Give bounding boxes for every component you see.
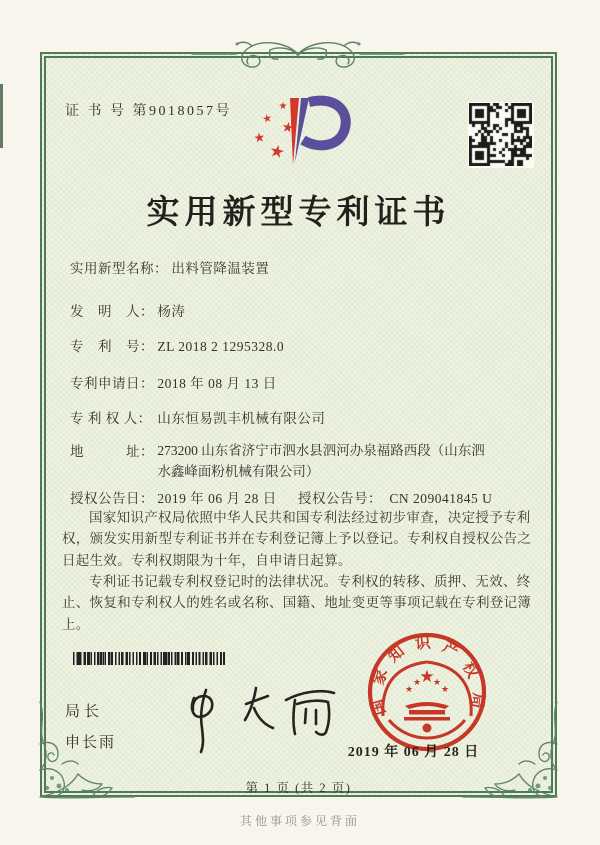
certificate-frame (40, 52, 557, 797)
scan-edge-artifact (0, 84, 3, 148)
field-label: 地 址： (70, 444, 154, 459)
certificate-title: 实用新型专利证书 (146, 195, 451, 231)
seal-char: 家 (370, 667, 391, 687)
barcode-icon (73, 652, 225, 665)
field-patent-number (70, 335, 284, 355)
field-label: 专 利 权 人： (70, 411, 152, 426)
director-name: 申长雨 (65, 734, 117, 751)
cnipa-patent-logo-icon (245, 72, 360, 187)
field-label: 专 利 号： (70, 339, 154, 354)
field-value: 出料管降温装置 (171, 261, 270, 276)
seal-date: 2019 年 06 月 28 日 (347, 745, 480, 760)
certificate-number: 证 书 号 第9018057号 (65, 104, 232, 119)
field-grant-number (298, 487, 492, 507)
border-top-ornament-icon (190, 38, 406, 72)
field-address (70, 440, 485, 482)
seal-char: 国 (368, 697, 390, 718)
field-value: 杨涛 (157, 304, 186, 319)
certificate-body (62, 507, 538, 635)
field-value: 山东恒易凯丰机械有限公司 (157, 411, 326, 426)
field-label: 授权公告号： (298, 491, 382, 506)
field-grant-row (70, 487, 546, 507)
director-signature (158, 668, 353, 763)
page-number: 第 1 页 (共 2 页) (245, 781, 352, 795)
star-icon: ★ (280, 119, 296, 138)
seal-char: 产 (439, 638, 462, 661)
official-seal (355, 620, 500, 765)
field-utility-model-name (70, 257, 269, 277)
field-filing-date (70, 372, 277, 392)
star-icon: ★ (412, 678, 422, 688)
star-icon: ★ (267, 140, 287, 164)
logo-stars (253, 101, 296, 163)
logo-p-bowl (303, 101, 346, 146)
seal-char: 知 (385, 642, 408, 666)
field-patentee (70, 407, 325, 427)
star-icon: ★ (432, 678, 442, 688)
address-line-2: 水鑫峰面粉机械有限公司） (157, 464, 320, 479)
field-label: 授权公告日： (70, 491, 154, 506)
field-value (157, 440, 484, 482)
star-icon: ★ (261, 111, 274, 126)
star-icon: ★ (440, 685, 450, 695)
star-icon: ★ (252, 130, 267, 147)
address-line-1: 273200 山东省济宁市泗水县泗河办泉福路西段（山东泗 (157, 443, 485, 458)
field-label: 发 明 人： (70, 304, 154, 319)
field-label: 实用新型名称： (70, 261, 168, 276)
seal-char: 局 (467, 691, 487, 710)
field-value: CN 209041845 U (389, 491, 493, 506)
qr-code-icon (468, 102, 534, 168)
star-icon: ★ (419, 667, 435, 687)
field-value: 2019 年 06 月 28 日 (157, 491, 277, 506)
field-value: 2018 年 08 月 13 日 (157, 376, 277, 391)
body-paragraph-2: 专利证书记载专利权登记时的法律状况。专利权的转移、质押、无效、终止、恢复和专利权人的姓名或名称、国籍、地址变更等事项记载在专利登记簿上。 (62, 573, 532, 632)
seal-char: 识 (414, 634, 432, 653)
field-label: 专利申请日： (70, 376, 154, 391)
star-icon: ★ (278, 101, 288, 112)
reverse-side-note: 其他事项参见背面 (239, 814, 360, 828)
seal-char: 权 (459, 659, 482, 682)
director-title: 局长 (65, 703, 104, 720)
star-icon: ★ (404, 685, 414, 695)
body-paragraph-1: 国家知识产权局依照中华人民共和国专利法经过初步审查，决定授予专利权，颁发实用新型专利证书并在专利登记簿上予以登记。专利权自授权公告之日起生效。专利权期限为十年，自申请日起算。 (62, 510, 532, 568)
field-inventor (70, 300, 185, 320)
field-value: ZL 2018 2 1295328.0 (157, 339, 285, 354)
national-emblem-icon (383, 662, 471, 738)
